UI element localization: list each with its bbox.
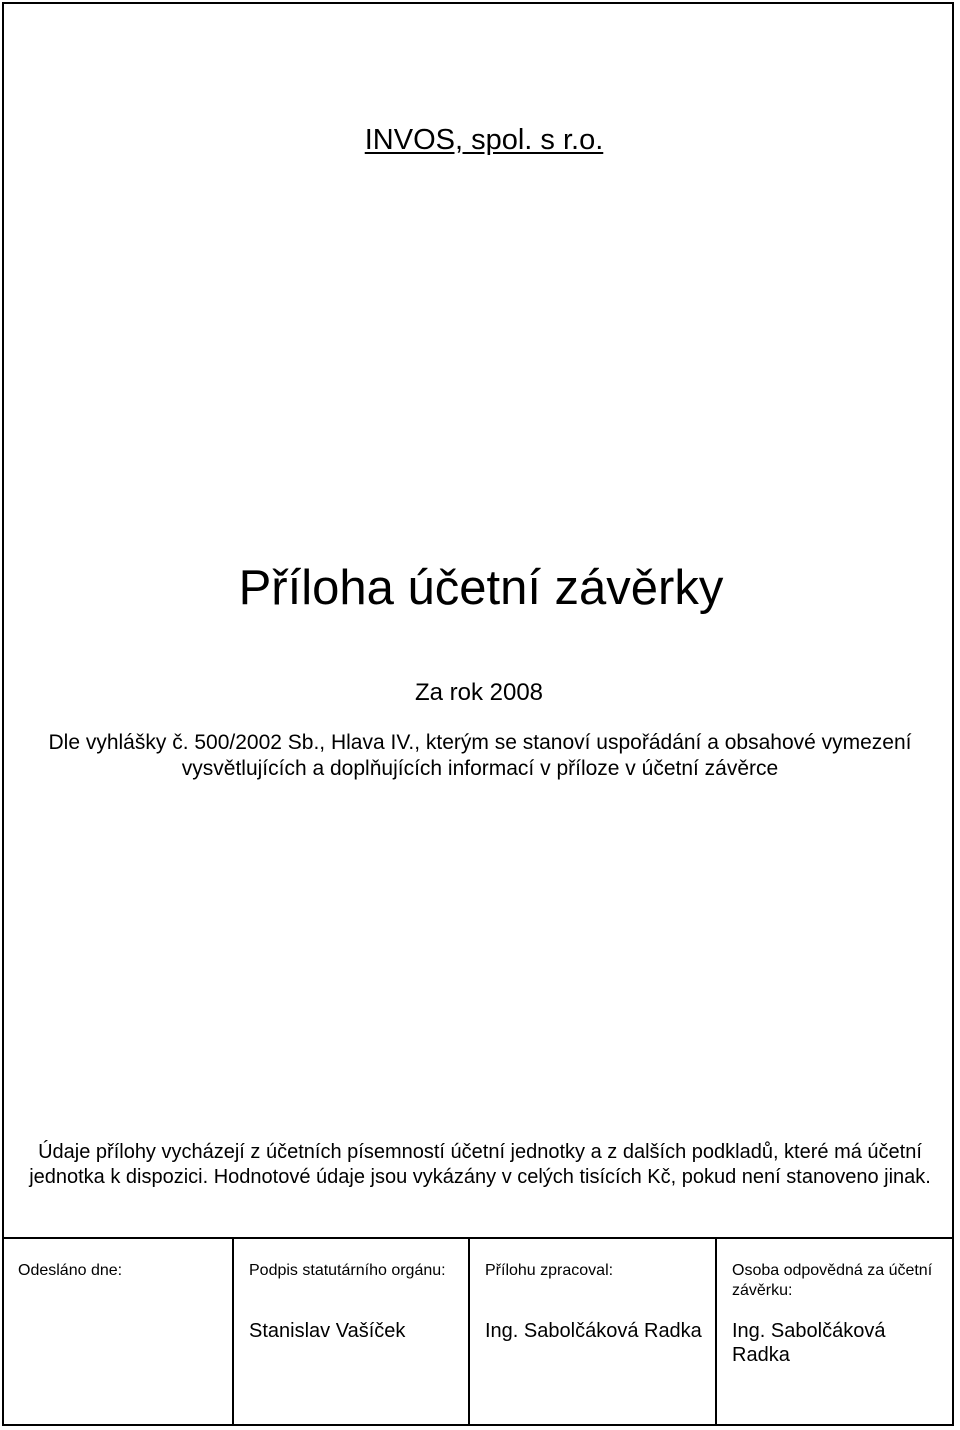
signature-label: Přílohu zpracoval: bbox=[485, 1262, 614, 1279]
page-frame bbox=[2, 2, 954, 1426]
decree-line-1: Dle vyhlášky č. 500/2002 Sb., Hlava IV., kterým se stanoví uspořádání a obsahové vymezení bbox=[48, 731, 912, 754]
signature-name: Ing. Sabolčáková Radka bbox=[485, 1320, 702, 1342]
signature-label: Podpis statutárního orgánu: bbox=[249, 1262, 446, 1279]
signature-name: Stanislav Vašíček bbox=[249, 1320, 406, 1342]
signature-cell-responsible bbox=[715, 1239, 954, 1426]
signature-name: Ing. Sabolčáková Radka bbox=[732, 1320, 886, 1366]
signature-cell-sent-date bbox=[2, 1239, 232, 1426]
decree-reference bbox=[20, 730, 940, 782]
document-title: Příloha účetní závěrky bbox=[238, 561, 724, 615]
signature-label: Osoba odpovědná za účetní závěrku: bbox=[732, 1262, 933, 1299]
signature-cell-statutory bbox=[232, 1239, 468, 1426]
signature-cell-prepared-by bbox=[468, 1239, 715, 1426]
signature-table bbox=[2, 1237, 954, 1426]
intro-paragraph: Údaje přílohy vycházejí z účetních písemností účetní jednotky a z dalších podkladů, které má účetní jednotka k dispozici. Hodnotové údaje jsou vykázány v celých tisících Kč, pokud není stanoveno jinak. bbox=[29, 1141, 931, 1188]
signature-label: Odesláno dne: bbox=[18, 1262, 123, 1279]
company-name: INVOS, spol. s r.o. bbox=[364, 124, 604, 156]
year-line: Za rok 2008 bbox=[414, 679, 544, 706]
decree-line-2: vysvětlujících a doplňujících informací v příloze v účetní závěrce bbox=[181, 757, 779, 780]
